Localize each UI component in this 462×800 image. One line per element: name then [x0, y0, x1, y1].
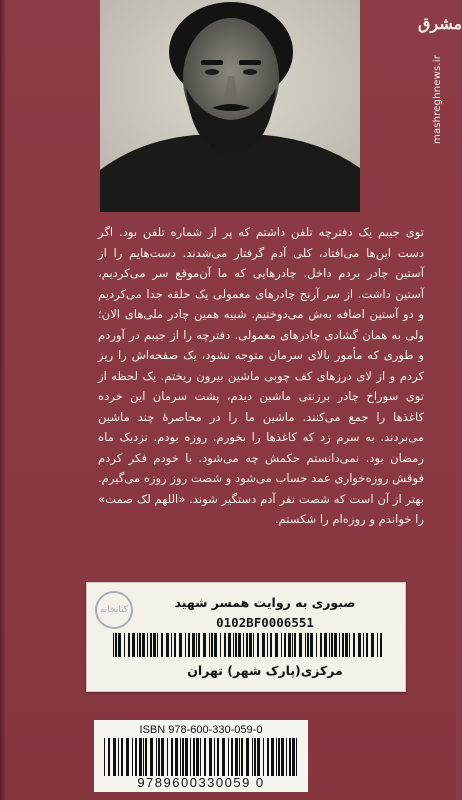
isbn-label: ISBN 978-600-330-059-0 — [139, 724, 263, 736]
barcode-bar — [161, 738, 164, 776]
watermark-logo: مشرق — [418, 14, 462, 33]
barcode-bar — [228, 633, 231, 657]
barcode-bar — [342, 633, 344, 657]
barcode-bar — [188, 633, 190, 657]
isbn-barcode-bars — [102, 738, 300, 776]
barcode-bar — [305, 633, 306, 657]
label-barcode-bars — [111, 633, 385, 657]
barcode-bar — [222, 738, 225, 776]
barcode-bar — [139, 633, 141, 657]
barcode-bar — [363, 633, 364, 657]
barcode-bar — [142, 633, 145, 657]
barcode-bar — [132, 633, 135, 657]
barcode-bar — [296, 738, 297, 776]
barcode-bar — [246, 633, 248, 657]
isbn-barcode — [102, 738, 300, 776]
barcode-bar — [276, 738, 277, 776]
label-book-title: صبوری به روایت همسر شهید — [174, 595, 356, 610]
barcode-bar — [270, 633, 272, 657]
barcode-bar — [358, 633, 361, 657]
barcode-bar — [145, 738, 147, 776]
barcode-bar — [214, 738, 215, 776]
barcode-bar — [132, 738, 133, 776]
barcode-bar — [267, 738, 269, 776]
barcode-bar — [271, 738, 274, 776]
barcode-bar — [157, 633, 158, 657]
barcode-bar — [171, 738, 173, 776]
isbn-barcode-block — [94, 720, 308, 792]
author-portrait — [100, 0, 360, 212]
barcode-bar — [235, 633, 237, 657]
barcode-bar — [371, 633, 374, 657]
barcode-bar — [153, 633, 156, 657]
barcode-bar — [204, 738, 206, 776]
barcode-bar — [118, 633, 121, 657]
barcode-bar — [104, 738, 105, 776]
barcode-bar — [198, 633, 200, 657]
barcode-bar — [267, 633, 268, 657]
barcode-bar — [158, 738, 160, 776]
barcode-bar — [171, 633, 172, 657]
barcode-bar — [228, 738, 229, 776]
excerpt-paragraph: توی جیبم یک دفترچه تلفن داشتم که پر از شماره تلفن بود. اگر دست این‌ها می‌افتاد، کلی آدم گرفتار می‌شدند. دست‌هایم را از آستین چادر بردم داخل. چادرهایی که ما آن‌موقع سر می‌کردیم، آستین داشت. از سر آرنج چادرهای معمولی یک حلقه جدا می‌کردیم و دو آستین اضافه به‌ش می‌دوختیم. شبیه همین چادر ملی‌های الان؛ ولی به همان گشادی چادرهای معمولی. دفترچه را از جیبم در آوردم و طوری که مأمور بالای سرمان متوجه نشود، یک صفحه‌اش را ریز کردم و از لای درزهای کف چوبی ماشین بیرون ریختم. یک لحظه از توی سوراخ چادر برزنتی ماشین دیدم، پشت سرمان این خرده کاغذها را جمع می‌کنند. ماشین ما را در محاصرهٔ چند ماشین می‌بردند. به سرم زد که کاغذها را بخورم. روزه بودم. نزدیک ماه رمضان بود. نمی‌دانستم حکمش چه می‌شود. با خودم فکر کردم فوقش روزه‌خواری عمد حساب می‌شود و شصت روز روزه می‌گیرم. بهتر از آن است که شصت نفر آدم دستگیر شوند. «اللهم لک صمت» را خواندم و روزه‌ام را شکستم. — [98, 225, 424, 526]
barcode-bar — [147, 633, 148, 657]
barcode-bar — [113, 738, 116, 776]
barcode-bar — [316, 633, 317, 657]
barcode-bar — [150, 738, 153, 776]
barcode-bar — [345, 633, 348, 657]
barcode-bar — [286, 738, 287, 776]
barcode-bar — [185, 738, 188, 776]
isbn-digits: 9789600330059 0 — [137, 775, 265, 790]
label-barcode — [111, 633, 385, 657]
barcode-bar — [118, 738, 119, 776]
barcode-bar — [292, 633, 293, 657]
barcode-bar — [380, 633, 382, 657]
barcode-bar — [150, 633, 152, 657]
barcode-bar — [329, 633, 330, 657]
barcode-bar — [209, 633, 210, 657]
barcode-bar — [307, 633, 309, 657]
barcode-bar — [224, 633, 226, 657]
barcode-bar — [252, 738, 253, 776]
barcode-bar — [220, 633, 221, 657]
barcode-bar — [254, 738, 256, 776]
barcode-bar — [161, 633, 163, 657]
barcode-bar — [209, 738, 212, 776]
barcode-bar — [217, 738, 219, 776]
barcode-bar — [320, 633, 322, 657]
barcode-bar — [284, 633, 286, 657]
barcode-bar — [281, 738, 284, 776]
barcode-bar — [377, 633, 378, 657]
barcode-bar — [249, 633, 252, 657]
library-label-sticker — [86, 582, 406, 692]
barcode-bar — [278, 738, 280, 776]
barcode-bar — [238, 633, 241, 657]
barcode-bar — [113, 633, 114, 657]
barcode-bar — [139, 738, 142, 776]
barcode-bar — [334, 633, 337, 657]
barcode-bar — [121, 738, 123, 776]
barcode-bar — [233, 633, 234, 657]
watermark-url: mashreghnews.ir — [432, 54, 443, 144]
library-stamp-icon: کتابخانه — [95, 591, 133, 629]
barcode-bar — [299, 633, 302, 657]
barcode-bar — [115, 633, 117, 657]
barcode-bar — [349, 633, 350, 657]
barcode-bar — [262, 633, 265, 657]
barcode-bar — [231, 738, 233, 776]
barcode-bar — [203, 633, 206, 657]
barcode-bar — [108, 738, 110, 776]
barcode-bar — [166, 633, 169, 657]
barcode-bar — [167, 738, 168, 776]
barcode-bar — [175, 738, 178, 776]
barcode-bar — [289, 738, 291, 776]
barcode-bar — [193, 738, 195, 776]
portrait-photo — [100, 0, 360, 212]
barcode-bar — [331, 633, 333, 657]
barcode-bar — [243, 633, 244, 657]
barcode-bar — [190, 738, 191, 776]
barcode-bar — [200, 738, 201, 776]
label-accession-code: 0102BF0006551 — [216, 615, 314, 630]
label-library-branch: مرکزی(پارک شهر) تهران — [187, 663, 343, 678]
barcode-bar — [143, 738, 144, 776]
barcode-bar — [211, 633, 213, 657]
barcode-bar — [214, 633, 217, 657]
barcode-bar — [275, 633, 278, 657]
barcode-bar — [253, 633, 254, 657]
barcode-bar — [292, 738, 295, 776]
barcode-bar — [192, 633, 195, 657]
barcode-bar — [281, 633, 282, 657]
barcode-bar — [174, 633, 176, 657]
barcode-bar — [235, 738, 238, 776]
barcode-bar — [179, 633, 182, 657]
barcode-bar — [182, 738, 184, 776]
spine-shadow — [0, 0, 6, 800]
barcode-bar — [324, 633, 327, 657]
barcode-bar — [135, 738, 137, 776]
barcode-bar — [185, 633, 186, 657]
barcode-bar — [128, 633, 130, 657]
barcode-bar — [263, 738, 264, 776]
barcode-bar — [137, 633, 138, 657]
barcode-bar — [294, 633, 296, 657]
barcode-bar — [257, 633, 259, 657]
barcode-bar — [288, 633, 291, 657]
barcode-bar — [339, 633, 340, 657]
barcode-bar — [196, 738, 199, 776]
barcode-bar — [366, 633, 368, 657]
barcode-bar — [126, 738, 129, 776]
barcode-bar — [241, 738, 243, 776]
barcode-bar — [257, 738, 260, 776]
barcode-bar — [246, 738, 249, 776]
barcode-bar — [239, 738, 240, 776]
barcode-bar — [310, 633, 313, 657]
barcode-bar — [196, 633, 197, 657]
barcode-bar — [124, 633, 125, 657]
back-cover-excerpt — [98, 222, 424, 530]
barcode-bar — [180, 738, 181, 776]
barcode-bar — [156, 738, 157, 776]
barcode-bar — [353, 633, 355, 657]
